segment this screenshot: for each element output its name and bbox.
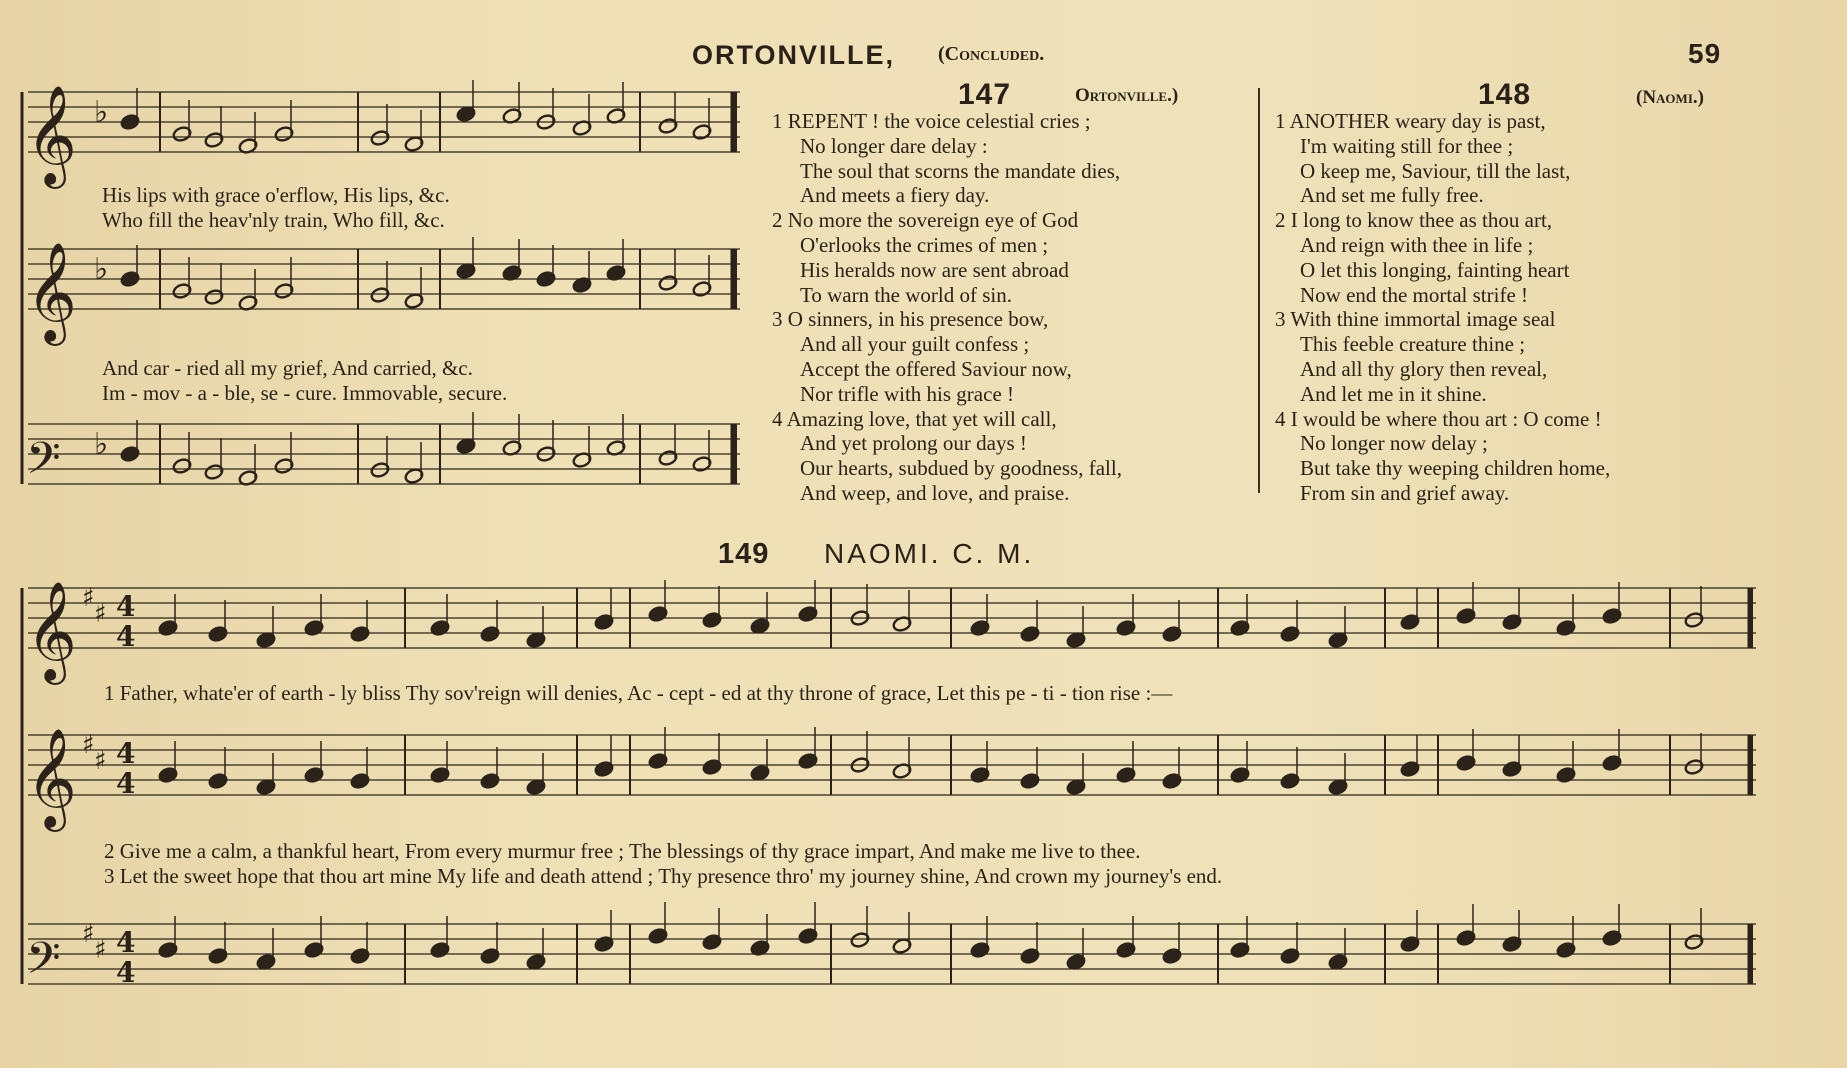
hymn-149-title: NAOMI. C. M. [824,538,1035,569]
hymn-line: No longer now delay ; [1300,431,1488,456]
treble-clef: 𝄞 [26,728,77,828]
hymn-line: And weep, and love, and praise. [800,481,1070,505]
hymn-148-tune: (Naomi.) [1636,87,1704,108]
page-title: ORTONVILLE, [692,40,896,70]
hymn-line: And all thy glory then reveal, [1300,357,1548,381]
hymn-line: O let this longing, fainting heart [1300,257,1570,282]
hymn-line: And all your guilt confess ; [800,332,1030,357]
hymn-line: 1 ANOTHER weary day is past, [1275,109,1546,133]
hymn-line: To warn the world of sin. [800,282,1012,307]
hymn-line: From sin and grief away. [1300,481,1510,505]
hymn-line: 3 With thine immortal image seal [1275,307,1556,332]
hymn-148-number: 148 [1478,78,1532,111]
hymn-line: No longer dare delay : [800,133,988,158]
key-signature-flat: ♭ [94,95,109,130]
ortonville-lyric-line: Who fill the heav'nly train, Who fill, &c. [102,208,445,232]
hymn-line: 3 O sinners, in his presence bow, [772,307,1049,332]
time-signature: 4 [116,590,136,623]
hymn-149-verse-3: 3 Let the sweet hope that thou art mine My life and death attend ; Thy presence thro' my journey shine, And crown my journey's end. [104,864,1223,888]
hymn-line: The soul that scorns the mandate dies, [800,158,1121,183]
hymn-line: O keep me, Saviour, till the last, [1300,158,1571,183]
hymn-line: O'erlooks the crimes of men ; [800,233,1049,257]
hymn-line: And meets a fiery day. [800,183,990,208]
bass-clef: 𝄢 [26,932,61,995]
column-divider [1258,88,1260,493]
hymn-147-number: 147 [958,78,1012,111]
ortonville-lyric-line: Im - mov - a - ble, se - cure. Immovable, secure. [102,381,508,405]
hymn-149-number: 149 [718,538,770,570]
hymn-149-verse-2: 2 Give me a calm, a thankful heart, From every murmur free ; The blessings of thy grace impart, And make me live to thee. [104,839,1141,863]
key-signature-flat: ♭ [94,252,109,287]
key-signature-sharp: ♯ [82,919,95,949]
key-signature-sharp: ♯ [94,935,107,965]
time-signature: 4 [116,737,136,770]
hymn-line: And yet prolong our days ! [800,431,1027,456]
hymn-line: And reign with thee in life ; [1300,233,1534,257]
ortonville-lyric-line: And car - ried all my grief, And carried, &c. [102,356,473,380]
key-signature-sharp: ♯ [94,599,107,629]
key-signature-flat: ♭ [94,427,109,462]
page-number: 59 [1688,38,1722,69]
bass-clef: 𝄢 [26,432,61,495]
hymn-147-tune: Ortonville.) [1075,85,1179,106]
time-signature: 4 [116,620,136,653]
page-subtitle: (Concluded. [938,43,1045,65]
hymn-line: His heralds now are sent abroad [800,257,1069,282]
hymn-line: 4 I would be where thou art : O come ! [1275,406,1602,431]
hymn-line: 2 I long to know thee as thou art, [1275,208,1553,233]
hymn-line: Nor trifle with his grace ! [800,381,1015,406]
hymn-line: 2 No more the sovereign eye of God [772,208,1079,233]
hymn-149-verse-1: 1 Father, whate'er of earth - ly bliss Thy sov'reign will denies, Ac - cept - ed at thy throne of grace, Let this pe - ti - tion rise :— [104,681,1173,705]
hymn-line: 1 REPENT ! the voice celestial cries ; [772,109,1091,133]
hymn-line: This feeble creature thine ; [1300,332,1526,357]
hymn-line: Accept the offered Saviour now, [800,357,1072,381]
hymn-line: But take thy weeping children home, [1300,456,1611,481]
hymn-line: I'm waiting still for thee ; [1300,133,1514,158]
treble-clef: 𝄞 [26,581,77,681]
key-signature-sharp: ♯ [94,746,107,776]
time-signature: 4 [116,926,136,959]
hymn-line: Now end the mortal strife ! [1300,282,1529,307]
hymn-line: And let me in it shine. [1300,381,1487,406]
time-signature: 4 [116,956,136,989]
treble-clef: 𝄞 [26,242,77,342]
time-signature: 4 [116,767,136,800]
ortonville-lyric-line: His lips with grace o'erflow, His lips, &c. [102,183,450,207]
hymn-line: 4 Amazing love, that yet will call, [772,406,1057,431]
key-signature-sharp: ♯ [82,583,95,613]
key-signature-sharp: ♯ [82,730,95,760]
treble-clef: 𝄞 [26,85,77,185]
hymn-line: Our hearts, subdued by goodness, fall, [800,456,1122,481]
hymn-line: And set me fully free. [1300,183,1484,208]
